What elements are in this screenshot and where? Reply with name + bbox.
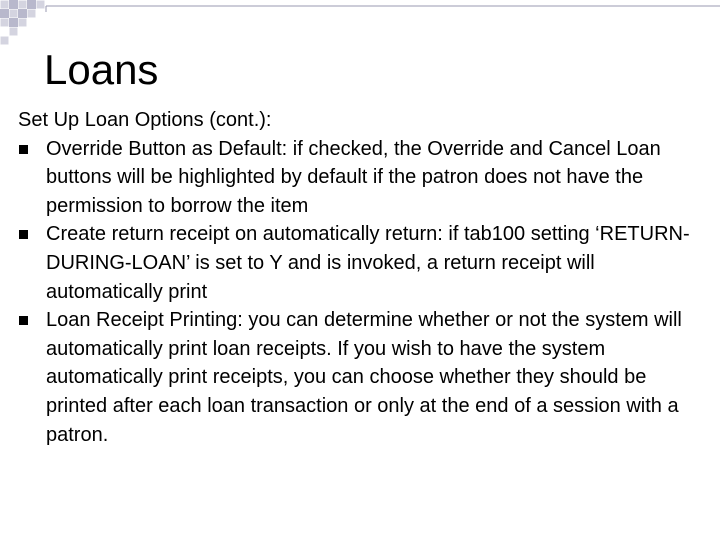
bullet-item-override-button bbox=[18, 135, 704, 221]
slide-body bbox=[18, 106, 704, 449]
bullet-item-return-receipt bbox=[18, 220, 704, 306]
bullet-list bbox=[18, 135, 704, 450]
bullet-item-loan-receipt-printing bbox=[18, 306, 704, 449]
bullet-text: Override Button as Default: if checked, the Override and Cancel Loan buttons will be highlighted by default if the patron does not have the permission to borrow the item bbox=[46, 137, 661, 217]
intro-line: Set Up Loan Options (cont.): bbox=[18, 109, 272, 131]
bullet-text: Create return receipt on automatically return: if tab100 setting ‘RETURN-DURING-LOAN’ is set to Y and is invoked, a return receipt will automatically print bbox=[46, 223, 690, 303]
square-bullet-icon bbox=[19, 230, 28, 239]
square-bullet-icon bbox=[19, 316, 28, 325]
square-bullet-icon bbox=[19, 145, 28, 154]
slide-title: Loans bbox=[44, 46, 159, 93]
bullet-text: Loan Receipt Printing: you can determine whether or not the system will automatically print loan receipts. If you wish to have the system automatically print receipts, you can choose whether they should be printed after each loan transaction or only at the end of a session with a patron. bbox=[46, 309, 682, 446]
